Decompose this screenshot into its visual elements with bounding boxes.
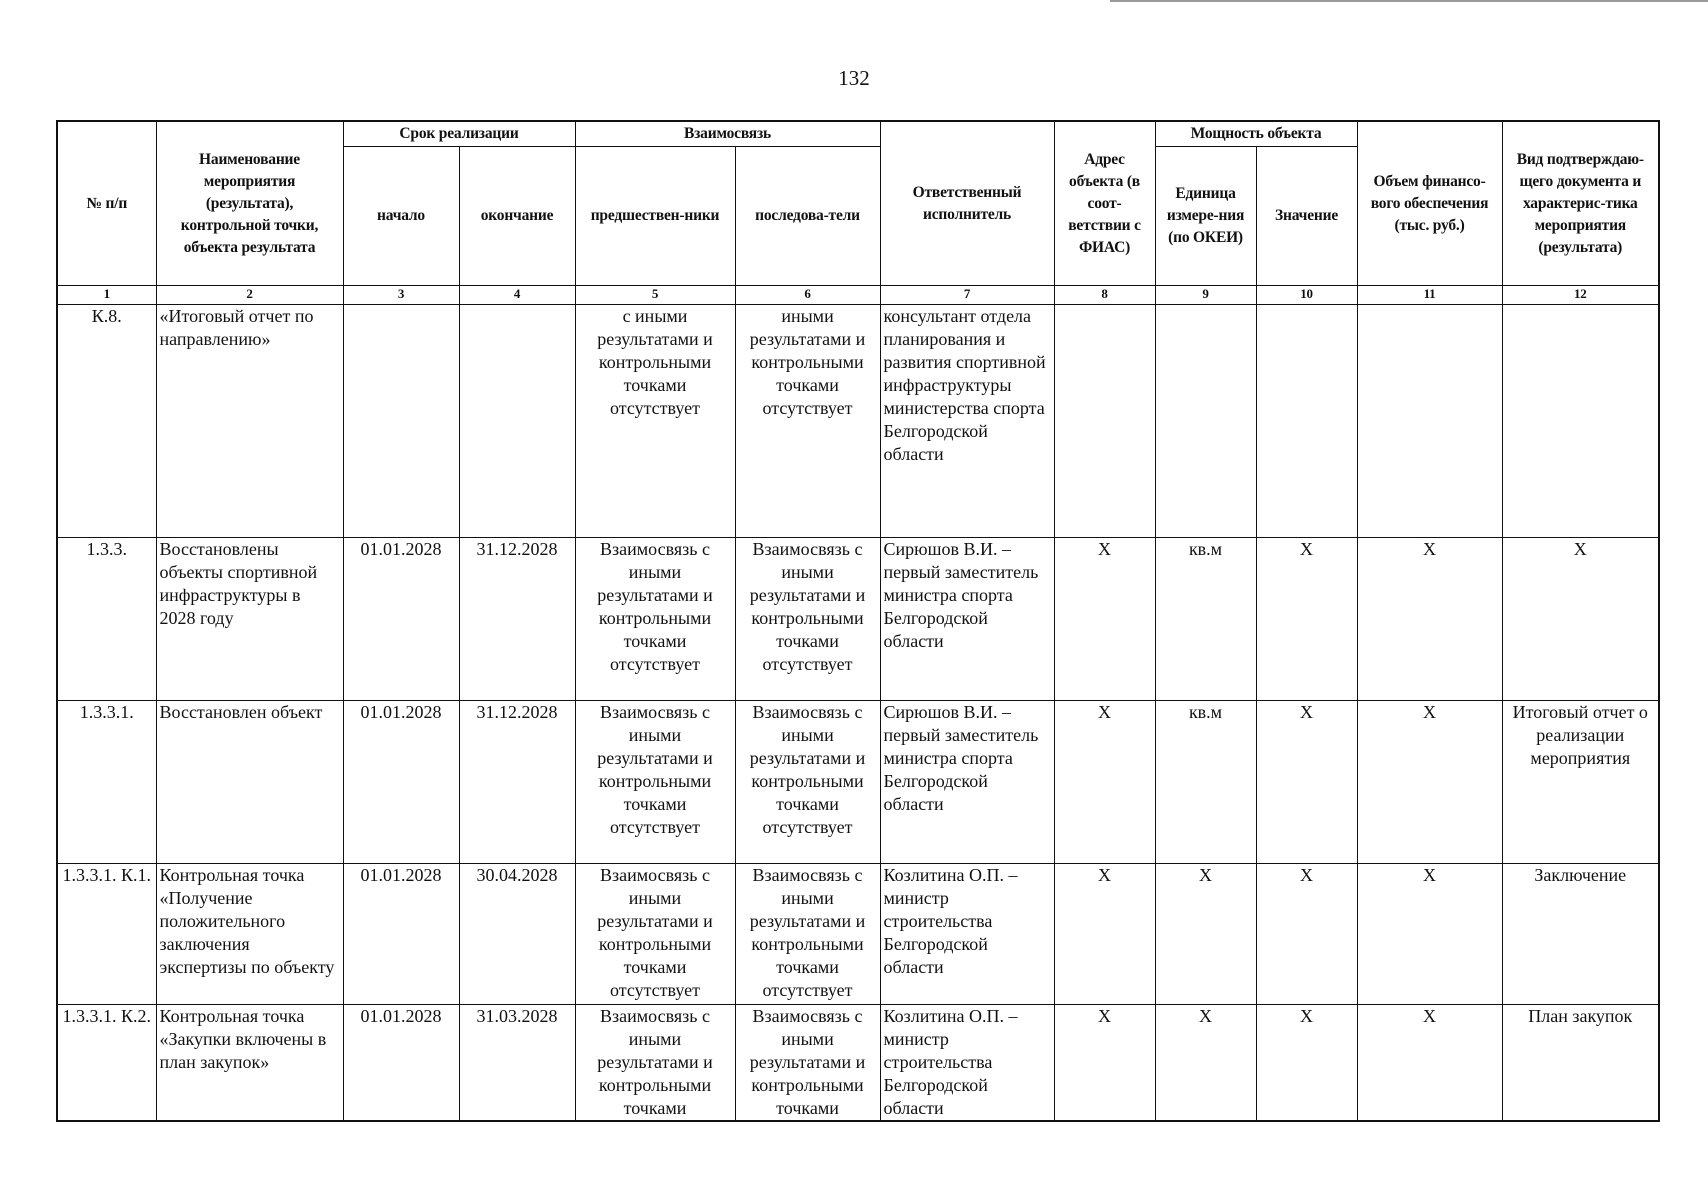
cell-volume bbox=[1357, 305, 1502, 538]
header-start: начало bbox=[343, 147, 459, 286]
cell-responsible: Сирюшов В.И. – первый заместитель министра спорта Белгородской области bbox=[880, 538, 1054, 701]
cell-name: Контрольная точка «Закупки включены в план закупок» bbox=[156, 1005, 343, 1122]
cell-document: X bbox=[1502, 538, 1659, 701]
column-number: 2 bbox=[156, 286, 343, 305]
cell-predecessors: Взаимосвязь с иными результатами и контрольными точками отсутствует bbox=[575, 538, 735, 701]
cell-end: 31.03.2028 bbox=[459, 1005, 575, 1122]
cell-start: 01.01.2028 bbox=[343, 1005, 459, 1122]
header-unit: Единица измере-ния (по ОКЕИ) bbox=[1155, 147, 1256, 286]
cell-end: 31.12.2028 bbox=[459, 538, 575, 701]
cell-value: X bbox=[1256, 864, 1357, 1005]
cell-address: X bbox=[1054, 1005, 1155, 1122]
cell-end bbox=[459, 305, 575, 538]
cell-address: X bbox=[1054, 701, 1155, 864]
cell-successors: Взаимосвязь с иными результатами и контрольными точками отсутствует bbox=[735, 701, 880, 864]
cell-document: Заключение bbox=[1502, 864, 1659, 1005]
cell-document bbox=[1502, 305, 1659, 538]
column-number: 6 bbox=[735, 286, 880, 305]
cell-unit: X bbox=[1155, 1005, 1256, 1122]
column-number: 10 bbox=[1256, 286, 1357, 305]
header-address: Адрес объекта (в соот-ветствии с ФИАС) bbox=[1054, 121, 1155, 286]
cell-document: План закупок bbox=[1502, 1005, 1659, 1122]
cell-value: X bbox=[1256, 1005, 1357, 1122]
column-number: 12 bbox=[1502, 286, 1659, 305]
cell-start bbox=[343, 305, 459, 538]
header-value: Значение bbox=[1256, 147, 1357, 286]
cell-name: Восстановлен объект bbox=[156, 701, 343, 864]
cell-num: 1.3.3.1. bbox=[57, 701, 156, 864]
cell-num: К.8. bbox=[57, 305, 156, 538]
cell-successors: Взаимосвязь с иными результатами и контрольными точками bbox=[735, 1005, 880, 1122]
table-row bbox=[57, 701, 1659, 864]
table-row bbox=[57, 1005, 1659, 1122]
column-number: 4 bbox=[459, 286, 575, 305]
page-number: 132 bbox=[838, 66, 870, 90]
cell-successors: иными результатами и контрольными точками отсутствует bbox=[735, 305, 880, 538]
cell-volume: X bbox=[1357, 538, 1502, 701]
column-number: 7 bbox=[880, 286, 1054, 305]
cell-start: 01.01.2028 bbox=[343, 701, 459, 864]
cell-name: Восстановлены объекты спортивной инфраструктуры в 2028 году bbox=[156, 538, 343, 701]
cell-start: 01.01.2028 bbox=[343, 538, 459, 701]
cell-predecessors: с иными результатами и контрольными точками отсутствует bbox=[575, 305, 735, 538]
cell-unit: кв.м bbox=[1155, 701, 1256, 864]
header-num: № п/п bbox=[57, 121, 156, 286]
scan-edge-line bbox=[1110, 0, 1708, 2]
cell-responsible: Козлитина О.П. – министр строительства Белгородской области bbox=[880, 864, 1054, 1005]
cell-num: 1.3.3.1. К.1. bbox=[57, 864, 156, 1005]
header-document: Вид подтверждаю-щего документа и характерис-тика мероприятия (результата) bbox=[1502, 121, 1659, 286]
column-number: 3 bbox=[343, 286, 459, 305]
cell-value: X bbox=[1256, 538, 1357, 701]
cell-successors: Взаимосвязь с иными результатами и контрольными точками отсутствует bbox=[735, 864, 880, 1005]
table-row bbox=[57, 864, 1659, 1005]
header-term-group: Срок реализации bbox=[343, 121, 575, 147]
header-volume: Объем финансо-вого обеспечения (тыс. руб.) bbox=[1357, 121, 1502, 286]
header-responsible: Ответственный исполнитель bbox=[880, 121, 1054, 286]
cell-address: X bbox=[1054, 538, 1155, 701]
column-number: 9 bbox=[1155, 286, 1256, 305]
cell-unit: X bbox=[1155, 864, 1256, 1005]
cell-predecessors: Взаимосвязь с иными результатами и контрольными точками bbox=[575, 1005, 735, 1122]
cell-start: 01.01.2028 bbox=[343, 864, 459, 1005]
column-number: 1 bbox=[57, 286, 156, 305]
table-row bbox=[57, 538, 1659, 701]
column-number: 11 bbox=[1357, 286, 1502, 305]
cell-unit bbox=[1155, 305, 1256, 538]
column-number: 5 bbox=[575, 286, 735, 305]
cell-value bbox=[1256, 305, 1357, 538]
cell-predecessors: Взаимосвязь с иными результатами и контрольными точками отсутствует bbox=[575, 701, 735, 864]
cell-name: Контрольная точка «Получение положительного заключения экспертизы по объекту bbox=[156, 864, 343, 1005]
header-link-group: Взаимосвязь bbox=[575, 121, 880, 147]
cell-responsible: Сирюшов В.И. – первый заместитель министра спорта Белгородской области bbox=[880, 701, 1054, 864]
header-predecessors: предшествен-ники bbox=[575, 147, 735, 286]
cell-successors: Взаимосвязь с иными результатами и контрольными точками отсутствует bbox=[735, 538, 880, 701]
cell-volume: X bbox=[1357, 1005, 1502, 1122]
cell-responsible: Козлитина О.П. – министр строительства Белгородской области bbox=[880, 1005, 1054, 1122]
header-name: Наименование мероприятия (результата), контрольной точки, объекта результата bbox=[156, 121, 343, 286]
cell-value: X bbox=[1256, 701, 1357, 864]
cell-address: X bbox=[1054, 864, 1155, 1005]
cell-volume: X bbox=[1357, 701, 1502, 864]
column-number: 8 bbox=[1054, 286, 1155, 305]
cell-document: Итоговый отчет о реализации мероприятия bbox=[1502, 701, 1659, 864]
cell-address bbox=[1054, 305, 1155, 538]
cell-end: 31.12.2028 bbox=[459, 701, 575, 864]
cell-num: 1.3.3.1. К.2. bbox=[57, 1005, 156, 1122]
plan-table bbox=[56, 120, 1660, 1122]
cell-predecessors: Взаимосвязь с иными результатами и контрольными точками отсутствует bbox=[575, 864, 735, 1005]
header-successors: последова-тели bbox=[735, 147, 880, 286]
table-row bbox=[57, 305, 1659, 538]
cell-name: «Итоговый отчет по направлению» bbox=[156, 305, 343, 538]
cell-responsible: консультант отдела планирования и развития спортивной инфраструктуры министерства спорта Белгородской области bbox=[880, 305, 1054, 538]
cell-unit: кв.м bbox=[1155, 538, 1256, 701]
header-capacity-group: Мощность объекта bbox=[1155, 121, 1357, 147]
cell-end: 30.04.2028 bbox=[459, 864, 575, 1005]
cell-volume: X bbox=[1357, 864, 1502, 1005]
header-end: окончание bbox=[459, 147, 575, 286]
cell-num: 1.3.3. bbox=[57, 538, 156, 701]
